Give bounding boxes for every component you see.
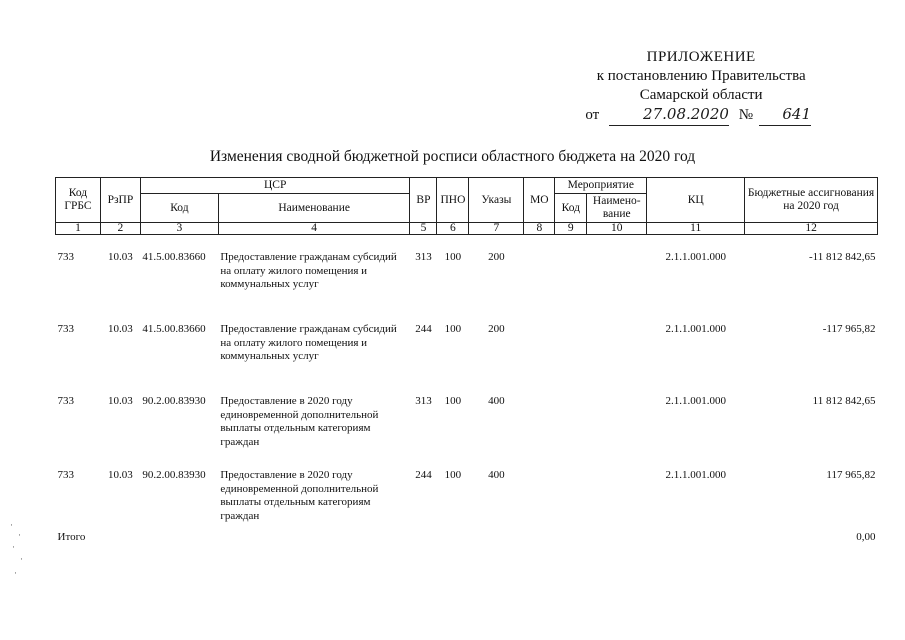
- cell-mo: [524, 377, 555, 451]
- date-field: [609, 105, 729, 126]
- total-row: [56, 525, 878, 547]
- scan-speck: ·: [12, 542, 15, 552]
- cell-kc: 2.1.1.001.000: [665, 469, 726, 481]
- cell-kc: 2.1.1.001.000: [665, 323, 726, 335]
- column-number: 1: [56, 223, 101, 235]
- handwritten-date: 27.08.2020: [643, 105, 729, 123]
- scan-speck: ·: [18, 530, 21, 540]
- cell-event-name: [587, 377, 647, 451]
- cell-event-code: [555, 235, 587, 306]
- appendix-line-3: Самарской области: [639, 87, 763, 103]
- cell-rzpr: 10.03: [108, 469, 133, 481]
- header-vr: ВР: [410, 178, 437, 223]
- cell-pno: 100: [444, 469, 462, 481]
- cell-event-code: [555, 451, 587, 525]
- cell-amount: 11 812 842,65: [812, 395, 876, 407]
- cell-rzpr: 10.03: [108, 395, 133, 407]
- appendix-date-line: [585, 105, 817, 126]
- header-rzpr: РзПР: [100, 178, 140, 223]
- cell-amount: -117 965,82: [822, 323, 876, 335]
- cell-event-code: [555, 305, 587, 377]
- table-row: [56, 305, 878, 377]
- cell-event-name: [587, 451, 647, 525]
- column-number: 10: [587, 223, 647, 235]
- appendix-block: [585, 48, 817, 126]
- cell-kc: 2.1.1.001.000: [665, 395, 726, 407]
- cell-pno: 100: [444, 323, 462, 335]
- cell-csr-name: Предоставление в 2020 году единовременной дополнительной выплаты отдельным категориям граждан: [220, 395, 379, 448]
- header-mo: МО: [524, 178, 555, 223]
- cell-amount: 117 965,82: [826, 469, 876, 481]
- cell-grbs: 733: [57, 469, 74, 481]
- scan-speck: ·: [20, 554, 23, 564]
- cell-pno: 100: [444, 395, 462, 407]
- cell-csr-code: 41.5.00.83660: [142, 323, 206, 335]
- cell-vr: 313: [415, 395, 432, 407]
- total-amount: 0,00: [856, 531, 876, 543]
- cell-rzpr: 10.03: [108, 251, 133, 263]
- cell-grbs: 733: [57, 251, 74, 263]
- header-event-code: Код: [555, 194, 587, 223]
- total-label: Итого: [57, 531, 86, 543]
- column-number: 8: [524, 223, 555, 235]
- cell-pno: 100: [444, 251, 462, 263]
- scan-margin-marks: [6, 520, 30, 580]
- cell-mo: [524, 235, 555, 306]
- cell-vr: 313: [415, 251, 432, 263]
- cell-ukazy: 400: [488, 469, 505, 481]
- column-number: 3: [140, 223, 218, 235]
- cell-mo: [524, 451, 555, 525]
- table-row: [56, 377, 878, 451]
- header-pno: ПНО: [437, 178, 469, 223]
- cell-csr-code: 41.5.00.83660: [142, 251, 206, 263]
- column-number: 9: [555, 223, 587, 235]
- header-kc: КЦ: [647, 178, 745, 223]
- header-csr-name: Наименование: [218, 194, 410, 223]
- table-row: [56, 451, 878, 525]
- header-csr-code: Код: [140, 194, 218, 223]
- cell-event-name: [587, 235, 647, 306]
- column-number: 6: [437, 223, 469, 235]
- cell-mo: [524, 305, 555, 377]
- column-number: 12: [745, 223, 878, 235]
- cell-csr-name: Предоставление гражданам субсидий на оплату жилого помещения и коммунальных услуг: [220, 251, 397, 290]
- column-number-row: [56, 223, 878, 235]
- handwritten-number: 641: [782, 105, 811, 123]
- cell-amount: -11 812 842,65: [808, 251, 876, 263]
- header-csr: ЦСР: [140, 178, 410, 194]
- cell-event-name: [587, 305, 647, 377]
- cell-ukazy: 400: [488, 395, 505, 407]
- cell-ukazy: 200: [488, 251, 505, 263]
- table-row: [56, 235, 878, 306]
- column-number: 5: [410, 223, 437, 235]
- cell-vr: 244: [415, 469, 432, 481]
- cell-grbs: 733: [57, 395, 74, 407]
- appendix-line-2: к постановлению Правительства: [596, 68, 806, 84]
- budget-table: [55, 177, 878, 547]
- cell-csr-name: Предоставление в 2020 году единовременной дополнительной выплаты отдельным категориям граждан: [220, 469, 379, 522]
- number-field: [759, 105, 811, 126]
- column-number: 4: [218, 223, 410, 235]
- scan-speck: ·: [14, 568, 17, 578]
- cell-vr: 244: [415, 323, 432, 335]
- appendix-title: ПРИЛОЖЕНИЕ: [646, 49, 756, 65]
- cell-ukazy: 200: [488, 323, 505, 335]
- header-grbs: Код ГРБС: [56, 178, 101, 223]
- cell-rzpr: 10.03: [108, 323, 133, 335]
- column-number: 7: [469, 223, 524, 235]
- column-number: 11: [647, 223, 745, 235]
- header-row-1: [56, 178, 878, 194]
- scan-speck: ·: [10, 520, 13, 530]
- header-event-name: Наимено-вание: [587, 194, 647, 223]
- cell-event-code: [555, 377, 587, 451]
- header-allocations: Бюджетные ассигнования на 2020 год: [745, 178, 878, 223]
- cell-csr-name: Предоставление гражданам субсидий на оплату жилого помещения и коммунальных услуг: [220, 323, 397, 362]
- header-event: Мероприятие: [555, 178, 647, 194]
- from-label: от: [585, 107, 600, 123]
- cell-csr-code: 90.2.00.83930: [142, 469, 206, 481]
- header-ukazy: Указы: [469, 178, 524, 223]
- document-title: Изменения сводной бюджетной росписи областного бюджета на 2020 год: [209, 148, 696, 165]
- cell-grbs: 733: [57, 323, 74, 335]
- number-label: №: [738, 107, 753, 123]
- column-number: 2: [100, 223, 140, 235]
- cell-csr-code: 90.2.00.83930: [142, 395, 206, 407]
- cell-kc: 2.1.1.001.000: [665, 251, 726, 263]
- total-spacer: [140, 525, 744, 547]
